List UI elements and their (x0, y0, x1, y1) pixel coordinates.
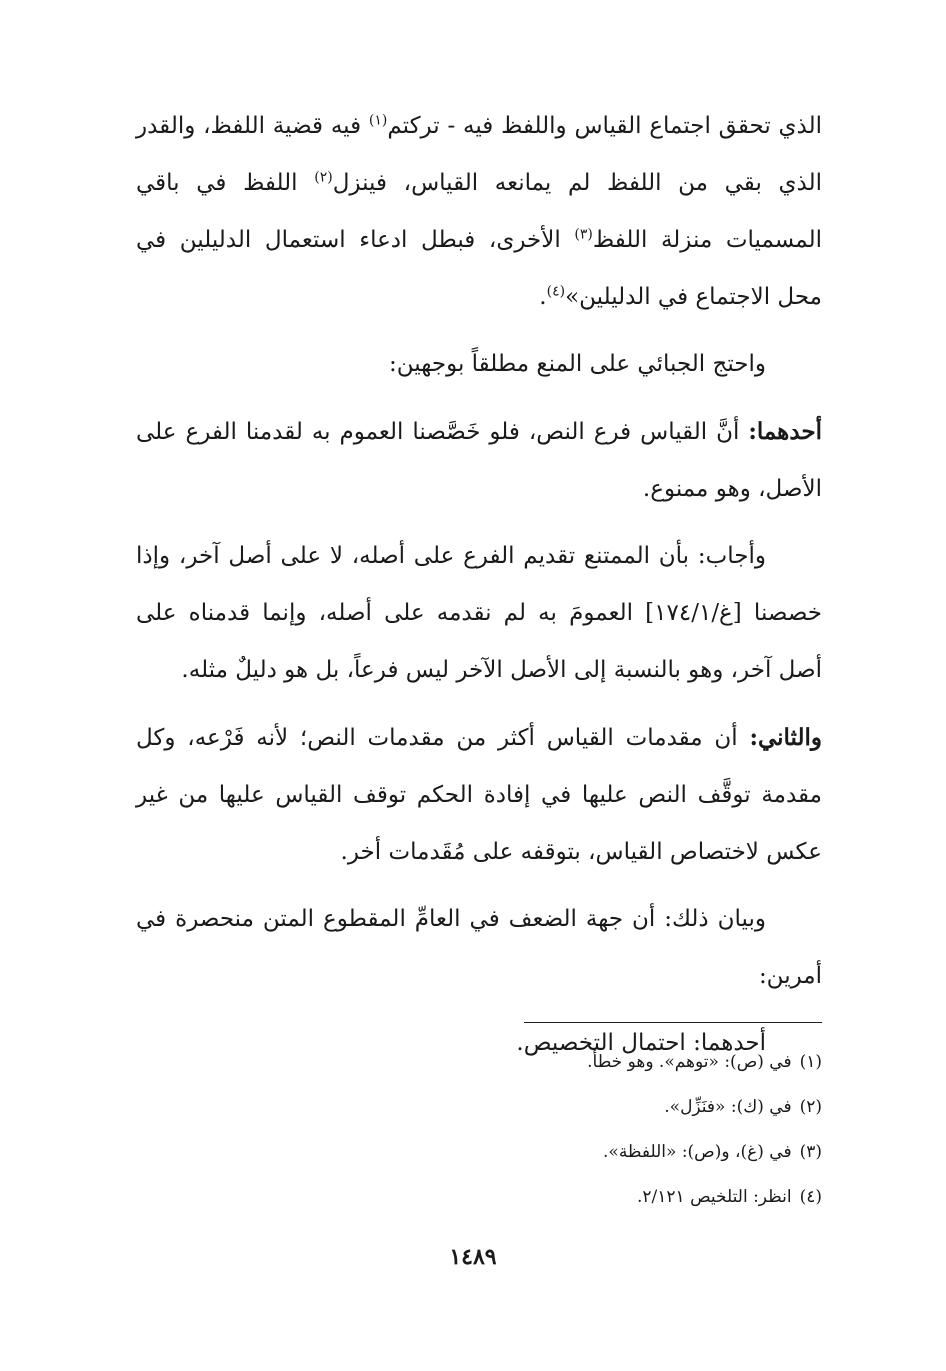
footnote-4 (136, 1175, 822, 1220)
footnote-ref-3[interactable]: (٣) (574, 226, 593, 243)
paragraph-4 (136, 528, 822, 699)
paragraph-3 (136, 403, 822, 518)
footnote-text: في (غ)، و(ص): «اللفظة». (603, 1142, 792, 1162)
paragraph-lead: أحدهما: (748, 418, 822, 445)
footnote-text: في (ص): «توهم». وهو خطأ. (587, 1052, 792, 1072)
footnotes (136, 1040, 822, 1220)
text-run: الأخرى، فبطل ادعاء استعمال الدليلين في محل الاجتماع في الدليلين» (136, 227, 822, 310)
text-run: أن مقدمات القياس أكثر من مقدمات النص؛ لأنه فَرْعه، وكل مقدمة توقَّف النص عليها في إفادة الحكم توقف القياس عليها من غير عكس لاختصاص القياس، بتوقفه على مُقَدمات أخر. (136, 725, 822, 865)
footnote-number: (٣) (799, 1142, 822, 1162)
text-run: أنَّ القياس فرع النص، فلو خَصَّصنا العموم به لقدمنا الفرع على الأصل، وهو ممنوع. (136, 419, 822, 502)
footnote-number: (٢) (799, 1097, 822, 1117)
paragraph-2 (136, 336, 822, 393)
text-run: وأجاب: بأن الممتنع تقديم الفرع على أصله، لا على أصل آخر، وإذا خصصنا [غ/١٧٤/١] العمومَ به لم نقدمه على أصله، وإنما قدمناه على أصل آخر، وهو بالنسبة إلى الأصل الآخر ليس فرعاً، بل هو دليلٌ مثله. (136, 543, 822, 683)
text-run: واحتج الجبائي على المنع مطلقاً بوجهين: (389, 351, 766, 377)
footnote-3 (136, 1130, 822, 1175)
paragraph-1 (136, 98, 822, 326)
text-run: أحدهما: احتمال التخصيص. (516, 1030, 766, 1056)
text-run: وبيان ذلك: أن جهة الضعف في العامِّ المقطوع المتن منحصرة في أمرين: (136, 906, 822, 989)
footnote-text: في (ك): «فنَزِّل». (664, 1097, 792, 1117)
text-run: فيه قضية اللفظ، والقدر الذي بقي من اللفظ لم يمانعه القياس، فينزل (136, 113, 822, 196)
paragraph-lead: والثاني: (749, 724, 822, 751)
paragraph-6 (136, 891, 822, 1005)
footnote-1 (136, 1040, 822, 1085)
footnote-number: (١) (799, 1052, 822, 1072)
footnote-2 (136, 1085, 822, 1130)
text-run: . (539, 284, 547, 310)
footnote-ref-2[interactable]: (٢) (314, 169, 333, 186)
footnote-number: (٤) (799, 1187, 822, 1207)
footnote-separator (524, 1022, 822, 1023)
footnote-ref-1[interactable]: (١) (368, 112, 388, 129)
page-number: ١٤٨٩ (449, 1244, 497, 1270)
footnote-ref-4[interactable]: (٤) (546, 283, 566, 300)
footnote-text: انظر: التلخيص ٢/١٢١. (637, 1187, 792, 1207)
main-text (136, 98, 822, 1082)
text-run: اللفظ في باقي المسميات منزلة اللفظ (136, 170, 822, 253)
paragraph-5 (136, 709, 822, 881)
text-run: الذي تحقق اجتماع القياس واللفظ فيه - تركتم (387, 113, 823, 139)
